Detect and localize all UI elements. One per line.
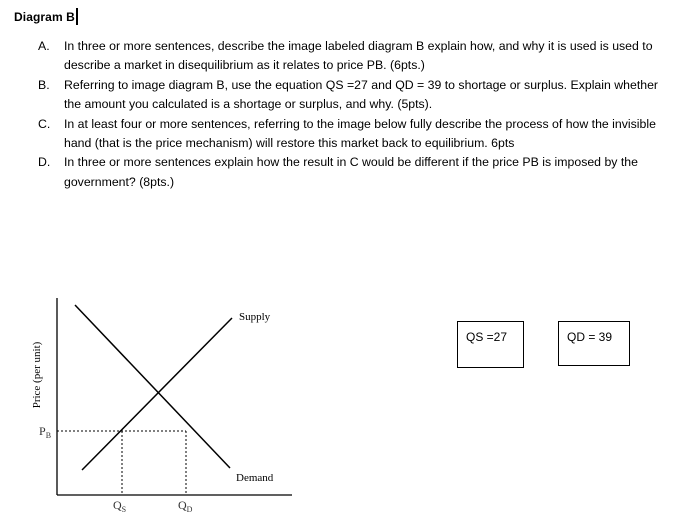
qs-sub: S [121, 505, 127, 514]
qd-main: Q [178, 498, 187, 512]
supply-label: Supply [239, 311, 271, 323]
question-letter: C. [38, 116, 51, 131]
question-text: In three or more sentences, describe the image labeled diagram B explain how, and why it is used is used to describe a market in disequilibrium as it relates to price PB. (6pts.) [64, 39, 653, 73]
qs-axis-label [113, 498, 126, 514]
y-axis-label: Price (per unit) [31, 341, 43, 409]
text-cursor [76, 8, 78, 25]
qd-value-text: QD = 39 [567, 330, 613, 344]
qd-value-box [558, 321, 630, 366]
document-title [14, 8, 78, 25]
price-pb-main: P [39, 424, 46, 438]
question-text: In at least four or more sentences, referring to the image below fully describe the process of how the invisible hand (that is the price mechanism) will restore this market back to equilibrium. 6pts [64, 116, 656, 151]
document-title-text: Diagram B [14, 10, 75, 24]
question-text: Referring to image diagram B, use the equation QS =27 and QD = 39 to shortage or surplus. Explain whether the amount you calculated is a shortage or surplus, and why. (5pts). [64, 77, 659, 112]
qd-axis-label [178, 498, 193, 514]
qs-value-text: QS =27 [466, 330, 508, 344]
demand-curve [75, 305, 230, 468]
qd-sub: D [186, 505, 193, 514]
question-c [38, 115, 678, 154]
question-list [38, 37, 678, 192]
price-pb-label [39, 424, 51, 440]
qs-value-box [457, 321, 524, 368]
demand-label: Demand [236, 472, 274, 484]
question-letter: D. [38, 155, 51, 170]
qs-main: Q [113, 498, 122, 512]
question-letter: B. [38, 77, 50, 92]
question-letter: A. [38, 39, 50, 53]
price-pb-sub: B [45, 431, 52, 440]
question-a [38, 37, 678, 76]
question-text: In three or more sentences explain how the result in C would be different if the price PB is imposed by the government? (8pts.) [64, 155, 638, 189]
question-b [38, 76, 678, 115]
question-d [38, 153, 678, 192]
supply-demand-chart [0, 285, 300, 520]
